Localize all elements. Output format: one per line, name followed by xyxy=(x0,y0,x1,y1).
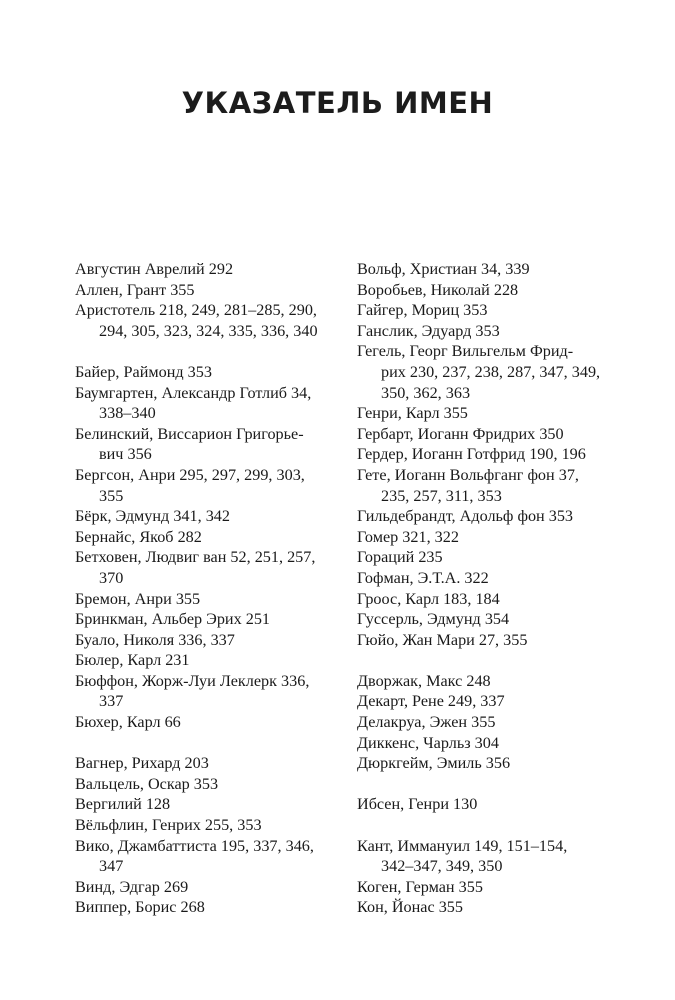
letter-group-spacer xyxy=(75,733,340,754)
index-entry-continuation: 235, 257, 311, 353 xyxy=(381,486,502,505)
index-entry-line: Виппер, Борис 268 xyxy=(75,898,205,917)
index-entry xyxy=(75,836,340,877)
index-entry xyxy=(75,547,340,588)
index-entry xyxy=(357,280,625,301)
index-entry-line: Вальцель, Оскар 353 xyxy=(75,774,219,793)
index-entry xyxy=(75,753,340,774)
index-entry-line: Гайгер, Мориц 353 xyxy=(357,301,488,320)
index-entry-line: Бернайс, Якоб 282 xyxy=(75,527,202,546)
index-entry xyxy=(75,794,340,815)
index-entry xyxy=(75,877,340,898)
index-entry xyxy=(357,712,625,733)
index-entry xyxy=(75,465,340,506)
index-entry-line: Бринкман, Альбер Эрих 251 xyxy=(75,610,271,629)
index-entry xyxy=(357,589,625,610)
index-entry xyxy=(357,547,625,568)
index-entry-line: Вольф, Христиан 34, 339 xyxy=(357,260,530,278)
index-entry-line: Коген, Герман 355 xyxy=(357,877,483,896)
letter-group-spacer xyxy=(75,341,340,362)
index-entry xyxy=(357,424,625,445)
index-entry-line: Баумгартен, Александр Готлиб 34, xyxy=(75,383,312,402)
index-entry-line: Дюркгейм, Эмиль 356 xyxy=(357,754,511,773)
index-entry xyxy=(75,712,340,733)
index-entry-line: Диккенс, Чарльз 304 xyxy=(357,733,499,752)
index-entry xyxy=(357,897,625,918)
index-column-left xyxy=(75,259,340,918)
index-entry xyxy=(75,774,340,795)
index-entry-line: Августин Аврелий 292 xyxy=(75,260,234,278)
index-entry xyxy=(357,794,625,815)
index-entry-line: Делакруа, Эжен 355 xyxy=(357,713,496,732)
index-entry-line: Аллен, Грант 355 xyxy=(75,280,195,299)
index-entry-line: Ибсен, Генри 130 xyxy=(357,795,478,814)
index-entry-line: Гете, Иоганн Вольфганг фон 37, xyxy=(357,465,579,484)
index-entry xyxy=(357,691,625,712)
index-entry-continuation: вич 356 xyxy=(99,445,152,464)
index-entry-line: Кант, Иммануил 149, 151–154, xyxy=(357,836,568,855)
index-entry-line: Белинский, Виссарион Григорье- xyxy=(75,424,304,443)
index-entry-line: Байер, Раймонд 353 xyxy=(75,362,212,381)
index-entry-line: Гуссерль, Эдмунд 354 xyxy=(357,610,510,629)
letter-group-spacer xyxy=(357,815,625,836)
index-entry-line: Дворжак, Макс 248 xyxy=(357,671,491,690)
index-entry xyxy=(75,362,340,383)
index-entry-line: Буало, Николя 336, 337 xyxy=(75,630,235,649)
index-entry-line: Бюхер, Карл 66 xyxy=(75,713,181,732)
index-entry xyxy=(357,300,625,321)
index-entry-line: Вергилий 128 xyxy=(75,795,171,814)
index-entry xyxy=(75,897,340,918)
index-entry-line: Гюйо, Жан Мари 27, 355 xyxy=(357,630,528,649)
index-entry-line: Бремон, Анри 355 xyxy=(75,589,201,608)
index-entry-line: Гильдебрандт, Адольф фон 353 xyxy=(357,507,574,526)
index-entry xyxy=(357,506,625,527)
index-entry-continuation: 338–340 xyxy=(99,404,156,423)
index-entry-line: Бюффон, Жорж-Луи Леклерк 336, xyxy=(75,671,310,690)
index-entry-line: Гофман, Э.Т.А. 322 xyxy=(357,568,489,587)
index-entry xyxy=(357,630,625,651)
index-entry xyxy=(75,589,340,610)
index-entry xyxy=(75,630,340,651)
index-entry-continuation: 337 xyxy=(99,692,124,711)
index-entry xyxy=(357,403,625,424)
index-entry xyxy=(75,527,340,548)
index-entry-continuation: 294, 305, 323, 324, 335, 336, 340 xyxy=(99,321,318,340)
index-entry-line: Ганслик, Эдуард 353 xyxy=(357,321,500,340)
letter-group-spacer xyxy=(357,650,625,671)
index-entry xyxy=(357,321,625,342)
index-entry xyxy=(75,671,340,712)
index-entry-line: Бюлер, Карл 231 xyxy=(75,651,190,670)
index-entry xyxy=(75,506,340,527)
index-entry xyxy=(357,836,625,877)
index-entry xyxy=(357,753,625,774)
index-entry-continuation: 355 xyxy=(99,486,124,505)
index-entry xyxy=(357,444,625,465)
index-entry-continuation: 370 xyxy=(99,568,124,587)
index-entry-line: Вагнер, Рихард 203 xyxy=(75,754,209,773)
index-entry xyxy=(75,424,340,465)
index-entry-line: Гомер 321, 322 xyxy=(357,527,459,546)
index-entry xyxy=(75,609,340,630)
index-entry-continuation: 347 xyxy=(99,857,124,876)
index-entry xyxy=(357,733,625,754)
index-entry xyxy=(357,465,625,506)
index-entry-line: Гроос, Карл 183, 184 xyxy=(357,589,500,608)
index-entry-continuation: 350, 362, 363 xyxy=(381,383,471,402)
index-entry-line: Аристотель 218, 249, 281–285, 290, xyxy=(75,301,317,320)
index-entry xyxy=(75,300,340,341)
index-entry-line: Гердер, Иоганн Готфрид 190, 196 xyxy=(357,445,586,464)
index-entry-line: Кон, Йонас 355 xyxy=(357,898,463,917)
index-entry-line: Гербарт, Иоганн Фридрих 350 xyxy=(357,424,564,443)
index-entry-line: Бёрк, Эдмунд 341, 342 xyxy=(75,507,230,526)
index-entry xyxy=(75,815,340,836)
index-entry xyxy=(75,650,340,671)
page-title: УКАЗАТЕЛЬ ИМЕН xyxy=(181,86,494,120)
index-entry-line: Генри, Карл 355 xyxy=(357,404,468,423)
index-entry xyxy=(357,877,625,898)
index-entry xyxy=(357,341,625,403)
index-entry-line: Гегель, Георг Вильгельм Фрид- xyxy=(357,342,574,361)
index-entry xyxy=(357,671,625,692)
index-entry-line: Декарт, Рене 249, 337 xyxy=(357,692,505,711)
index-entry xyxy=(75,280,340,301)
index-entry-line: Воробьев, Николай 228 xyxy=(357,280,519,299)
index-entry-line: Винд, Эдгар 269 xyxy=(75,877,189,896)
index-entry xyxy=(357,527,625,548)
index-entry-continuation: 342–347, 349, 350 xyxy=(381,857,503,876)
index-entry xyxy=(357,259,625,280)
index-entry-line: Бергсон, Анри 295, 297, 299, 303, xyxy=(75,465,305,484)
index-column-right xyxy=(357,259,625,918)
index-entry-continuation: рих 230, 237, 238, 287, 347, 349, xyxy=(381,362,601,381)
index-entry-line: Бетховен, Людвиг ван 52, 251, 257, xyxy=(75,548,316,567)
index-entry-line: Вико, Джамбаттиста 195, 337, 346, xyxy=(75,836,314,855)
index-entry xyxy=(357,568,625,589)
letter-group-spacer xyxy=(357,774,625,795)
index-entry xyxy=(357,609,625,630)
index-entry xyxy=(75,259,340,280)
index-entry-line: Гораций 235 xyxy=(357,548,443,567)
index-entry xyxy=(75,383,340,424)
index-entry-line: Вёльфлин, Генрих 255, 353 xyxy=(75,816,262,835)
